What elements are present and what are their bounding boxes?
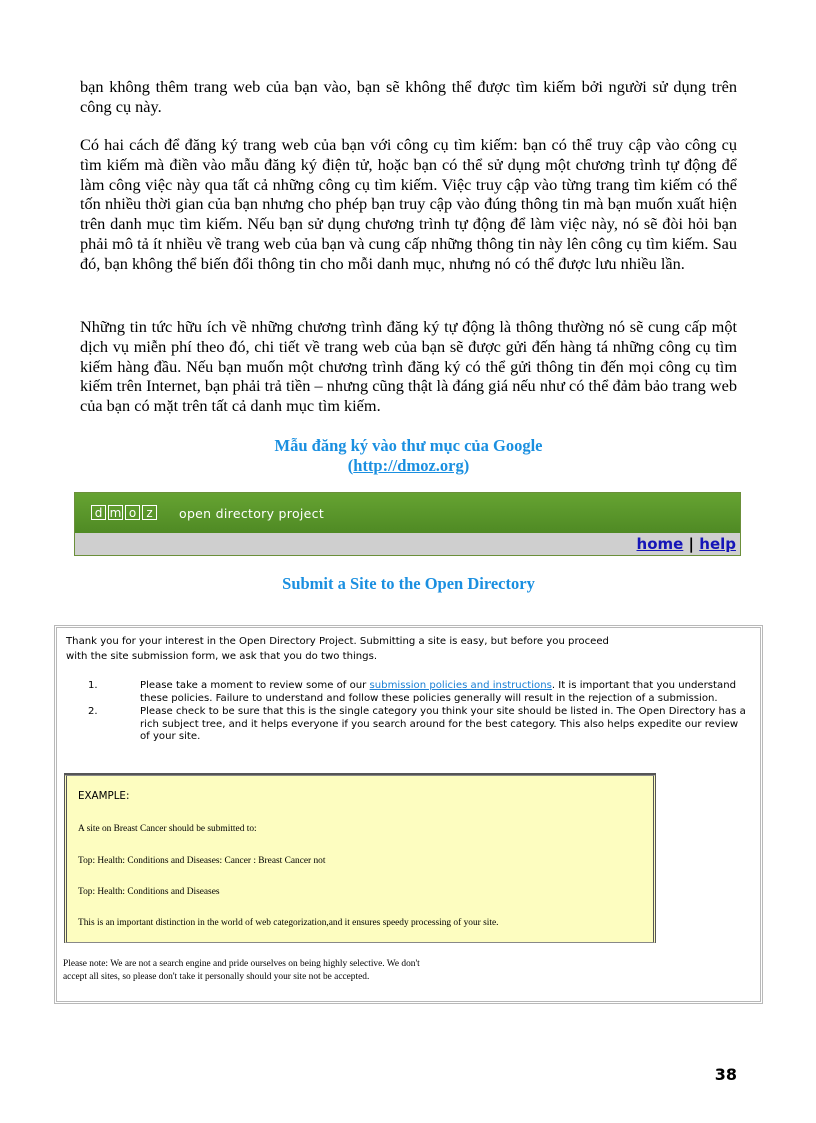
submit-site-heading: Submit a Site to the Open Directory — [282, 574, 535, 593]
example-line: Top: Health: Conditions and Diseases: Cancer : Breast Cancer not — [78, 856, 326, 866]
logo-letter-z: z — [142, 505, 157, 520]
list-item — [72, 706, 747, 744]
step-number: 2. — [88, 706, 98, 717]
figure-caption-google-form — [80, 436, 737, 476]
logo-letter-m: m — [109, 506, 122, 520]
nav-home-link[interactable]: home — [636, 535, 684, 553]
step-text: . It is important that you understand these policies. Failure to understand and follow these policies generally will result in the rejection of a submission. — [140, 680, 736, 704]
page-number: 38 — [714, 1065, 737, 1084]
dmoz-nav-bar — [75, 533, 740, 555]
example-line: Top: Health: Conditions and Diseases — [78, 887, 220, 897]
logo-letter-o: o — [125, 505, 140, 520]
step-text: Please check to be sure that this is the single category you think your site should be listed in. The Open Directory has a rich subject tree, and it helps everyone if you search around for the best category. This also helps expedite our review of your site. — [140, 706, 746, 742]
dmoz-link[interactable]: http://dmoz.org — [353, 456, 464, 475]
dmoz-logo — [91, 505, 157, 520]
example-line: A site on Breast Cancer should be submitted to: — [78, 824, 257, 834]
paragraph-1: bạn không thêm trang web của bạn vào, bạn sẽ không thể được tìm kiếm bởi người sử dụng trên công cụ này. — [80, 77, 737, 116]
list-item — [72, 680, 747, 705]
note-line: Please note: We are not a search engine and pride ourselves on being highly selective. We don't — [63, 959, 420, 969]
step-number: 1. — [88, 680, 98, 691]
submission-note — [63, 958, 623, 984]
paragraph-3: Những tin tức hữu ích về những chương trình đăng ký tự động là thông thường nó sẽ cung cấp một dịch vụ miễn phí theo đó, chi tiết về trang web của bạn sẽ được gửi đến hàng tá những công cụ tìm kiếm hàng đầu. Nếu bạn muốn một chương trình đăng ký có thể gửi thông tin đến mọi công cụ tìm kiếm trên Internet, bạn phải trả tiền – nhưng cũng thật là đáng giá nếu như có thể đảm bảo trang web của bạn có mặt trên tất cả danh mục tìm kiếm. — [80, 317, 737, 416]
submission-panel — [54, 625, 763, 1004]
example-title: EXAMPLE: — [78, 790, 130, 802]
example-box — [64, 775, 656, 943]
policies-link[interactable]: submission policies and instructions — [369, 680, 552, 691]
note-line: accept all sites, so please don't take it personally should your site not be accepted. — [63, 972, 370, 982]
example-line: This is an important distinction in the world of web categorization,and it ensures speedy processing of your site. — [78, 918, 499, 928]
submission-intro: Thank you for your interest in the Open Directory Project. Submitting a site is easy, but before you proceed with the site submission form, we ask that you do two things. — [66, 636, 609, 662]
caption-title: Mẫu đăng ký vào thư mục của Google — [274, 436, 543, 455]
step-text: Please take a moment to review some of our — [140, 680, 370, 691]
caption-paren-open: ( — [347, 456, 354, 475]
paragraph-2: Có hai cách để đăng ký trang web của bạn với công cụ tìm kiếm: bạn có thể truy cập vào công cụ tìm kiếm mà điền vào mẫu đăng ký điện tử, hoặc bạn có thể sử dụng một chương trình tự động để làm công việc này qua tất cả những công cụ tìm kiếm. Việc truy cập vào từng trang tìm kiếm có thể tốn nhiều thời gian của bạn nhưng cho phép bạn truy cập vào đúng thông tin mà bạn muốn xuất hiện trên danh mục tìm kiếm. Nếu bạn sử dụng chương trình tự động để làm việc này, nó sẽ đòi hỏi bạn phải mô tả ít nhiều về trang web của bạn và cung cấp những thông tin này lên công cụ tìm kiếm. Sau đó, bạn không thể biến đổi thông tin cho mỗi danh mục, nhưng nó có thể được lưu nhiều lần. — [80, 135, 737, 273]
logo-letter-d: d — [91, 505, 106, 520]
nav-help-link[interactable]: help — [699, 535, 736, 553]
dmoz-banner — [74, 492, 741, 556]
nav-separator: | — [688, 535, 695, 553]
caption-paren-close: ) — [463, 456, 470, 475]
dmoz-header-bar — [75, 493, 740, 533]
submission-steps — [72, 680, 747, 745]
dmoz-tagline: open directory project — [179, 506, 325, 521]
